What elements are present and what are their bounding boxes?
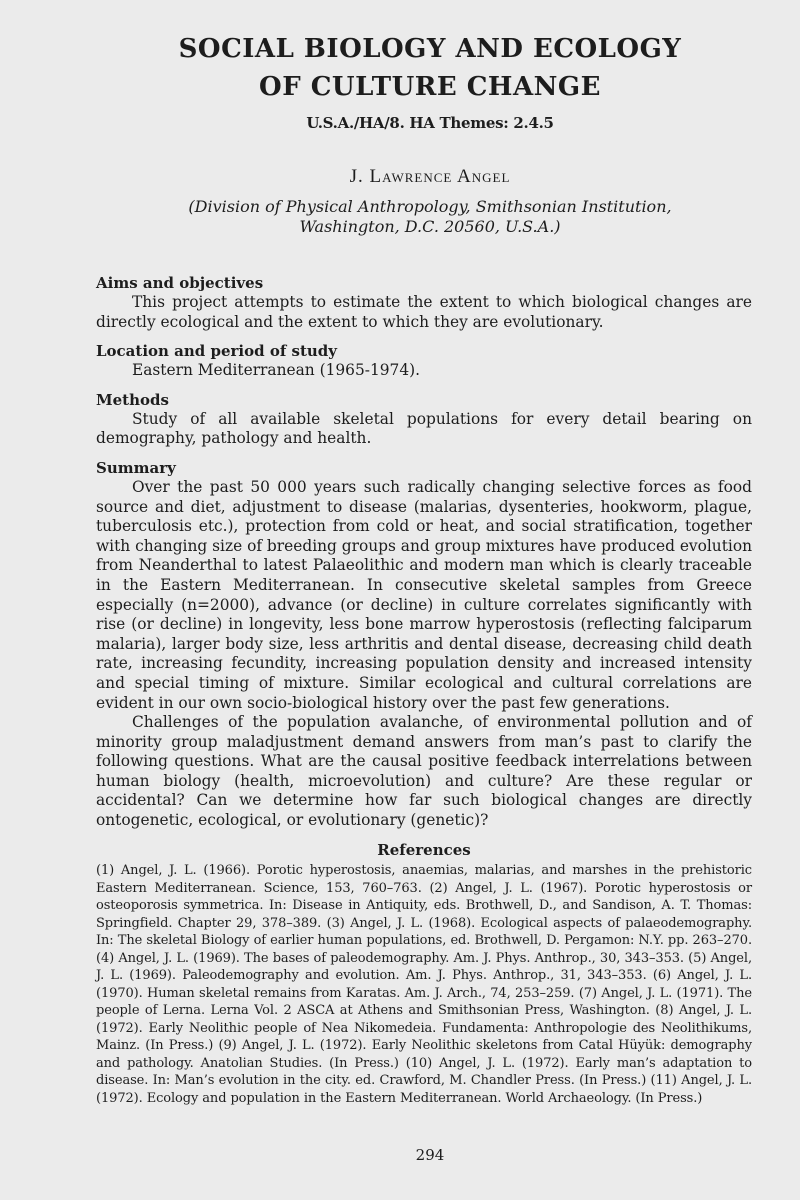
references-heading: References (377, 840, 471, 859)
section-paragraph: Study of all available skeletal populations for every detail bearing on demography, pathology and health. (96, 409, 752, 448)
author-name: J. Lawrence Angel (349, 166, 511, 187)
author-affiliation (0, 197, 800, 237)
title-line-1: SOCIAL BIOLOGY AND ECOLOGY (178, 34, 682, 64)
section-heading: Methods (96, 390, 169, 409)
references-list: (1) Angel, J. L. (1966). Porotic hyperostosis, anaemias, malarias, and marshes in the prehistoric Eastern Mediterranean. Science, 153, 760–763. (2) Angel, J. L. (1967). Porotic hyperostosis or osteoporosis symmetrica. In: Disease in Antiquity, eds. Brothwell, D., and Sandison, A. T. Thomas: Springfield. Chapter 29, 378–389. (3) Angel, J. L. (1968). Ecological aspects of palaeodemography. In: The skeletal Biology of earlier human populations, ed. Brothwell, D. Pergamon: N.Y. pp. 263–270. (4) Angel, J. L. (1969). The bases of paleodemography. Am. J. Phys. Anthrop., 30, 343–353. (5) Angel, J. L. (1969). Paleodemography and evolution. Am. J. Phys. Anthrop., 31, 343–353. (6) Angel, J. L. (1970). Human skeletal remains from Karatas. Am. J. Arch., 74, 253–259. (7) Angel, J. L. (1971). The people of Lerna. Lerna Vol. 2 ASCA at Athens and Smithsonian Press, Washington. (8) Angel, J. L. (1972). Early Neolithic people of Nea Nikomedeia. Fundamenta: Anthropologie des Neolithikums, Mainz. (In Press.) (9) Angel, J. L. (1972). Early Neolithic skeletons from Catal Hüyük: demography and pathology. Anatolian Studies. (In Press.) (10) Angel, J. L. (1972). Early man’s adaptation to disease. In: Man’s evolution in the city. ed. Crawford, M. Chandler Press. (In Press.) (11) Angel, J. L. (1972). Ecology and population in the Eastern Mediterranean. World Archaeology. (In Press.) (96, 863, 752, 1106)
section-aims (96, 274, 752, 332)
section-heading: Aims and objectives (96, 274, 264, 292)
section-summary (96, 459, 752, 831)
section-paragraph: Challenges of the population avalanche, of environmental pollution and of minority group maladjustment demand answers from man’s past to clarify the following questions. What are the causal positive feedback interrelations between human biology (health, microevolution) and culture? Are these regular or accidental? Can we determine how far such biological changes are directly ontogenetic, ecological, or evolutionary (genetic)? (96, 713, 752, 830)
document-body (96, 274, 752, 1107)
affiliation-line-2: Washington, D.C. 20560, U.S.A.) (299, 217, 561, 236)
title-line-2: OF CULTURE CHANGE (259, 72, 601, 102)
section-paragraph: This project attempts to estimate the extent to which biological changes are directly ecological and the extent to which they are evolutionary. (96, 293, 752, 331)
affiliation-line-1: (Division of Physical Anthropology, Smithsonian Institution, (188, 197, 672, 216)
section-paragraph: Over the past 50 000 years such radically changing selective forces as food source and diet, adjustment to disease (malarias, dysenteries, hookworm, plague, tuberculosis etc.), protection from cold or heat, and social stratification, together with changing size of breeding groups and group mixtures have produced evolution from Neanderthal to latest Palaeolithic and modern man which is clearly traceable in the Eastern Mediterranean. In consecutive skeletal samples from Greece especially (n=2000), advance (or decline) in culture correlates significantly with rise (or decline) in longevity, less bone marrow hyperostosis (reflecting falciparum malaria), larger body size, less arthritis and dental disease, decreasing child death rate, increasing fecundity, increasing population density and increased intensity and special timing of mixture. Similar ecological and cultural correlations are evident in our own socio-biological history over the past few generations. (96, 477, 753, 712)
project-code: U.S.A./HA/8. HA Themes: 2.4.5 (306, 114, 554, 132)
section-heading: Location and period of study (96, 342, 338, 361)
section-methods (96, 391, 752, 449)
section-paragraph: Eastern Mediterranean (1965-1974). (132, 361, 421, 380)
page-number: 294 (415, 1146, 445, 1164)
section-heading: Summary (96, 458, 176, 477)
section-location (96, 342, 752, 381)
page-title (0, 30, 800, 106)
